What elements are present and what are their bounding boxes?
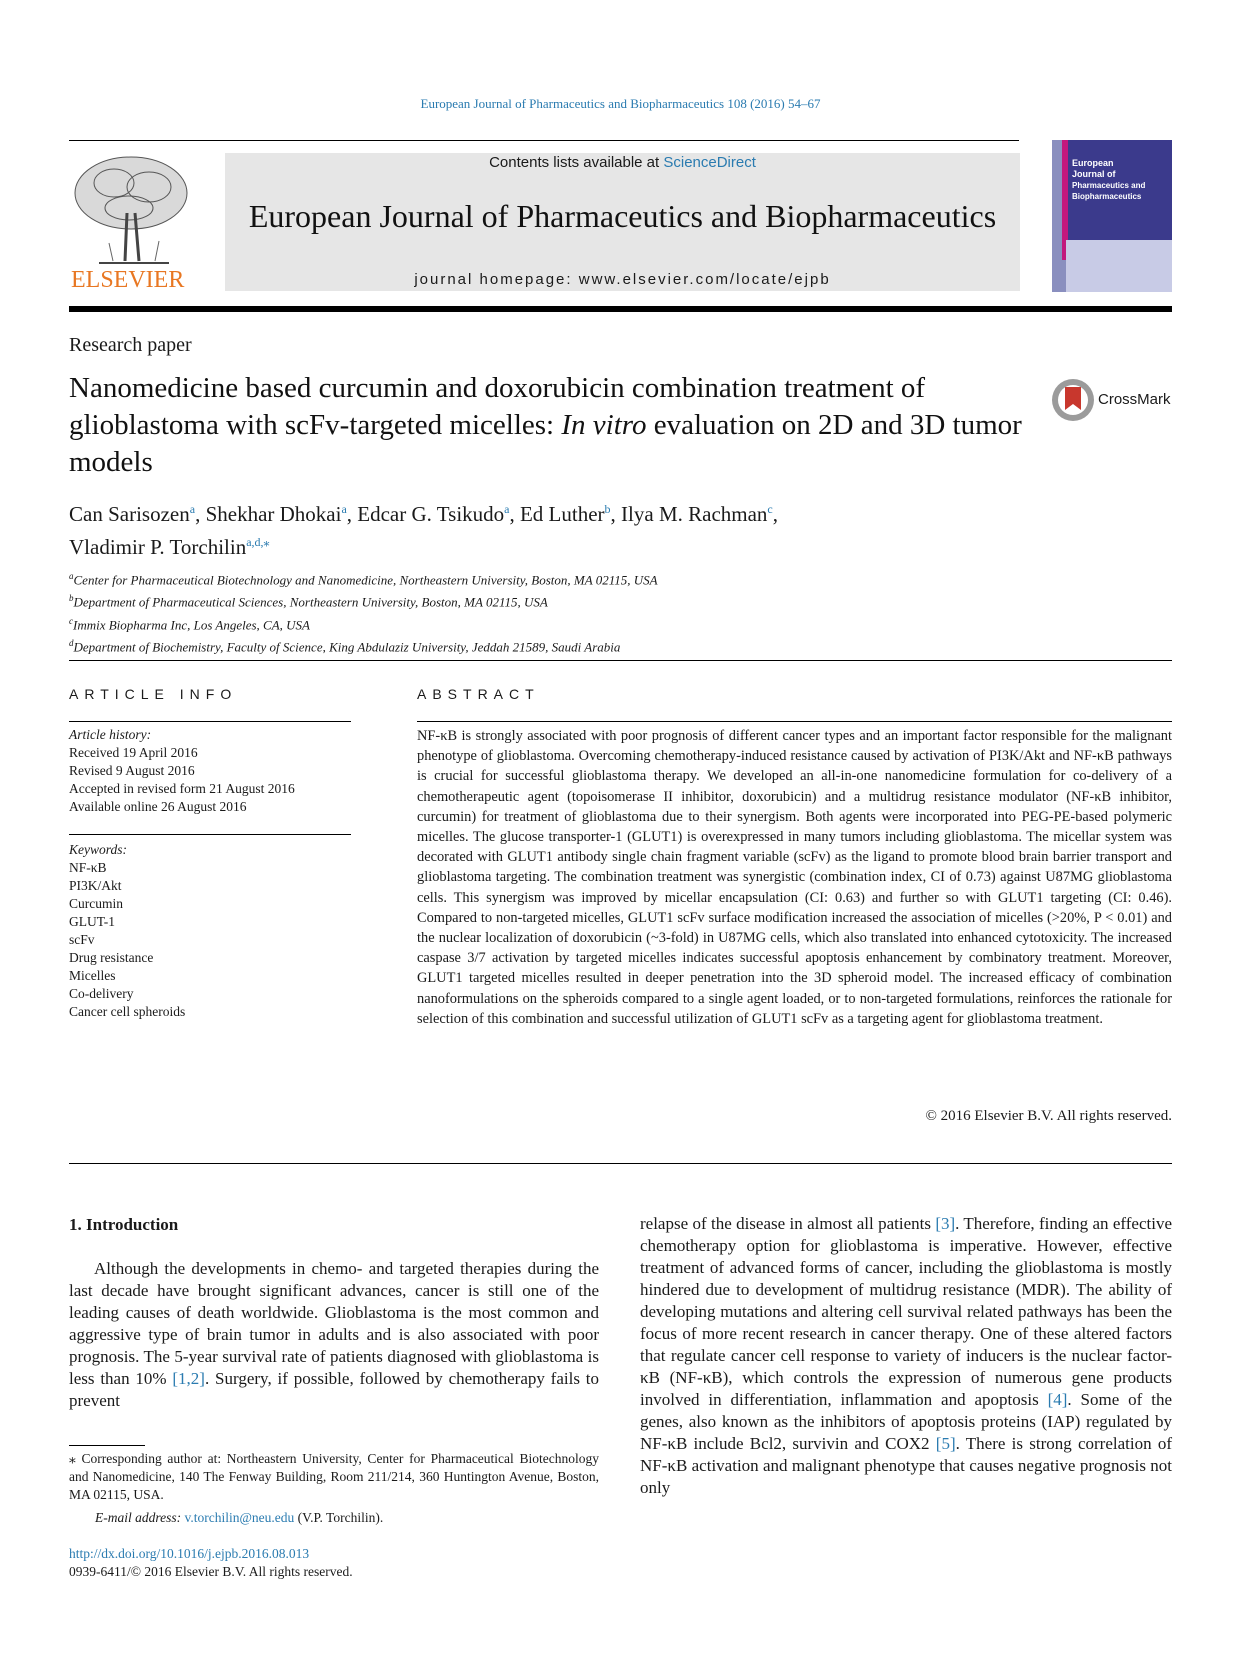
keywords bbox=[69, 841, 351, 1021]
author[interactable]: Edcar G. Tsikudo$^a$ bbox=[357, 502, 510, 526]
contents-line bbox=[225, 154, 1020, 171]
crossmark-badge[interactable] bbox=[1050, 377, 1170, 423]
affiliation-rule bbox=[69, 660, 1172, 661]
cover-line-1: European bbox=[1072, 158, 1114, 168]
affiliation: $^d$Department of Biochemistry, Faculty of Science, King Abdulaziz University, Jeddah 21589, Saudi Arabia bbox=[69, 637, 621, 655]
contents-prefix: Contents lists available at bbox=[489, 154, 664, 171]
body-column-left: Although the developments in chemo- and targeted therapies during the last decade have brought significant advances, cancer is still one of the leading causes of death worldwide. Glioblastoma is the most common and aggressive type of brain tumor in adults and is also associated with poor prognosis. The 5-year survival rate of patients diagnosed with glioblastoma is less than 10% [1,2]. Surgery, if possible, followed by chemotherapy fails to prevent bbox=[69, 1259, 599, 1410]
journal-name: European Journal of Pharmaceutics and Biopharmaceutics bbox=[248, 198, 997, 234]
author[interactable]: Can Sarisozen$^a$ bbox=[69, 502, 196, 526]
article-title bbox=[69, 370, 1029, 481]
affiliation: $^b$Department of Pharmaceutical Sciences, Northeastern University, Boston, MA 02115, USA bbox=[69, 593, 548, 610]
author[interactable]: Vladimir P. Torchilin$^{a,d,⁎}$ bbox=[69, 535, 270, 559]
abstract-text: NF-κB is strongly associated with poor prognosis of different cancer types and an important factor responsible for the malignant phenotype of glioblastoma. Overcoming chemotherapy-induced resistance caused by activation of PI3K/Akt and NF-κB pathways is crucial for successful glioblastoma therapy. We developed an all-in-one nanomedicine formulation for co-delivery of a chemotherapeutic agent (topoisomerase II inhibitor, doxorubicin) and a multidrug resistance modulator (NF-κB inhibitor, curcumin) for treatment of glioblastoma due to their synergism. Both agents were incorporated into PEG-PE-based polymeric micelles. The glucose transporter-1 (GLUT1) is overexpressed in many tumors including glioblastoma. The micellar system was decorated with GLUT1 antibody single chain fragment variable (scFv) as the ligand to promote blood brain barrier transport and glioblastoma targeting. The combination treatment was synergistic (combination index, CI of 0.73) against U87MG glioblastoma cells. This synergism was improved by micellar encapsulation (CI: 0.63) and further so with GLUT1 targeting (CI: 0.46). Compared to non-targeted micelles, GLUT1 scFv surface modification increased the association of micelles (>20%, P < 0.01) and the nuclear localization of doxorubicin (~3-fold) in U87MG cells, which also translated into enhanced cytotoxicity. The increased caspase 3/7 activation by targeted micelles indicates successful apoptosis enhancement by combinatory treatment. Moreover, GLUT1 targeted micelles resulted in deeper penetration into the 3D spheroid model. The increased efficacy of combination nanoformulations on the spheroids compared to a single agent loaded, or to non-targeted formulations, reinforces the rationale for selection of this combination and successful utilization of GLUT1 scFv as a targeting agent for glioblastoma treatment. bbox=[417, 728, 1172, 1027]
email-link[interactable]: v.torchilin@neu.edu bbox=[184, 1510, 295, 1525]
history-item: Available online 26 August 2016 bbox=[69, 799, 247, 814]
abstract-bottom-rule bbox=[69, 1163, 1172, 1164]
keyword: Co-delivery bbox=[69, 986, 134, 1001]
cover-line-3: Pharmaceutics and bbox=[1072, 181, 1146, 190]
journal-cover[interactable] bbox=[1052, 140, 1172, 292]
crossmark-icon bbox=[1050, 377, 1096, 423]
journal-homepage[interactable]: journal homepage: www.elsevier.com/locate/ejpb bbox=[414, 271, 831, 288]
info-rule bbox=[69, 721, 351, 722]
article-history bbox=[69, 726, 351, 816]
keyword: scFv bbox=[69, 932, 95, 947]
article-info-heading: ARTICLE INFO bbox=[69, 686, 238, 702]
author-list: Can Sarisozen$^a$, Shekhar Dhokai$^a$, Edcar G. Tsikudo$^a$, Ed Luther$^b$, Ilya M. Rachman$^c$, Vladimir P. Torchilin$^{a,d,⁎}$ bbox=[69, 502, 778, 559]
history-item: Revised 9 August 2016 bbox=[69, 763, 195, 778]
footnote-rule bbox=[69, 1445, 145, 1446]
masthead-thick-rule bbox=[69, 306, 1172, 312]
keyword: NF-κB bbox=[69, 860, 107, 875]
title-italic: In vitro bbox=[561, 409, 647, 441]
affiliations bbox=[69, 567, 969, 656]
title-part-2: evaluation on 2D and 3D tumor models bbox=[69, 409, 1022, 478]
cover-line-2: Journal of bbox=[1072, 169, 1116, 179]
keyword: GLUT-1 bbox=[69, 914, 115, 929]
keyword: Micelles bbox=[69, 968, 116, 983]
author[interactable]: Ed Luther$^b$ bbox=[519, 502, 611, 526]
keywords-label: Keywords: bbox=[69, 842, 127, 857]
article-type: Research paper bbox=[69, 334, 192, 356]
abstract-heading: ABSTRACT bbox=[417, 686, 540, 702]
citation-link[interactable]: [4] bbox=[1047, 1390, 1068, 1409]
citation-link[interactable]: [5] bbox=[935, 1434, 956, 1453]
citation-link[interactable]: [1,2] bbox=[172, 1369, 205, 1388]
body-column-right: relapse of the disease in almost all patients [3]. Therefore, finding an effective chemotherapy option for glioblastoma is imperative. However, effective treatment of advanced forms of cancer, including the glioblastoma is mostly hindered due to development of multidrug resistance (MDR). The ability of developing mutations and altering cell survival related pathways has been the focus of more recent research in cancer therapy. One of these altered factors that regulate cancer cell response to variety of inducers is the nuclear factor-κB (NF-κB), which controls the expression of numerous gene products involved in differentiation, inflammation and apoptosis [4]. Some of the genes, also known as the inhibitors of apoptosis proteins (IAP) regulated by NF-κB include Bcl2, survivin and COX2 [5]. There is strong correlation of NF-κB activation and malignant phenotype that causes negative prognosis not only bbox=[640, 1214, 1172, 1497]
email-label: E-mail address: bbox=[95, 1510, 185, 1525]
citation-link[interactable]: [3] bbox=[935, 1214, 956, 1233]
doi-link[interactable]: http://dx.doi.org/10.1016/j.ejpb.2016.08.013 bbox=[69, 1546, 310, 1561]
keywords-rule bbox=[69, 834, 351, 835]
elsevier-logo bbox=[69, 153, 199, 293]
author[interactable]: Shekhar Dhokai$^a$ bbox=[205, 502, 347, 526]
history-label: Article history: bbox=[69, 727, 152, 742]
issn-line: 0939-6411/© 2016 Elsevier B.V. All rights reserved. bbox=[69, 1564, 353, 1579]
keyword: Cancer cell spheroids bbox=[69, 1004, 186, 1019]
corresponding-author-footnote: ⁎ Corresponding author at: Northeastern University, Center for Pharmaceutical Biotechnology and Nanomedicine, 140 The Fenway Building, Room 211/214, 360 Huntington Avenue, Boston, MA 02115, USA. bbox=[69, 1451, 599, 1502]
email-line bbox=[95, 1510, 383, 1526]
cover-line-4: Biopharmaceutics bbox=[1072, 192, 1142, 201]
section-heading-introduction: 1. Introduction bbox=[69, 1215, 179, 1234]
email-suffix: (V.P. Torchilin). bbox=[294, 1510, 384, 1525]
history-item: Accepted in revised form 21 August 2016 bbox=[69, 781, 295, 796]
affiliation: $^a$Center for Pharmaceutical Biotechnology and Nanomedicine, Northeastern University, Boston, MA 02115, USA bbox=[69, 571, 658, 588]
running-head[interactable]: European Journal of Pharmaceutics and Biopharmaceutics 108 (2016) 54–67 bbox=[420, 96, 821, 111]
keyword: PI3K/Akt bbox=[69, 878, 122, 893]
title-part-1: Nanomedicine based curcumin and doxorubicin combination treatment of glioblastoma with scFv-targeted micelles: bbox=[69, 372, 926, 441]
history-item: Received 19 April 2016 bbox=[69, 745, 198, 760]
abstract-rule bbox=[417, 721, 1172, 722]
keyword: Drug resistance bbox=[69, 950, 154, 965]
elsevier-wordmark: ELSEVIER bbox=[71, 267, 185, 293]
sciencedirect-link[interactable]: ScienceDirect bbox=[663, 154, 756, 171]
elsevier-tree-icon bbox=[69, 153, 199, 293]
author[interactable]: Ilya M. Rachman$^c$ bbox=[621, 502, 773, 526]
header-rule bbox=[69, 140, 1019, 141]
crossmark-label: CrossMark bbox=[1098, 391, 1171, 408]
abstract-copyright: © 2016 Elsevier B.V. All rights reserved. bbox=[925, 1108, 1172, 1124]
keyword: Curcumin bbox=[69, 896, 123, 911]
affiliation: $^c$Immix Biopharma Inc, Los Angeles, CA, USA bbox=[69, 615, 310, 632]
journal-cover-image bbox=[1052, 140, 1172, 292]
